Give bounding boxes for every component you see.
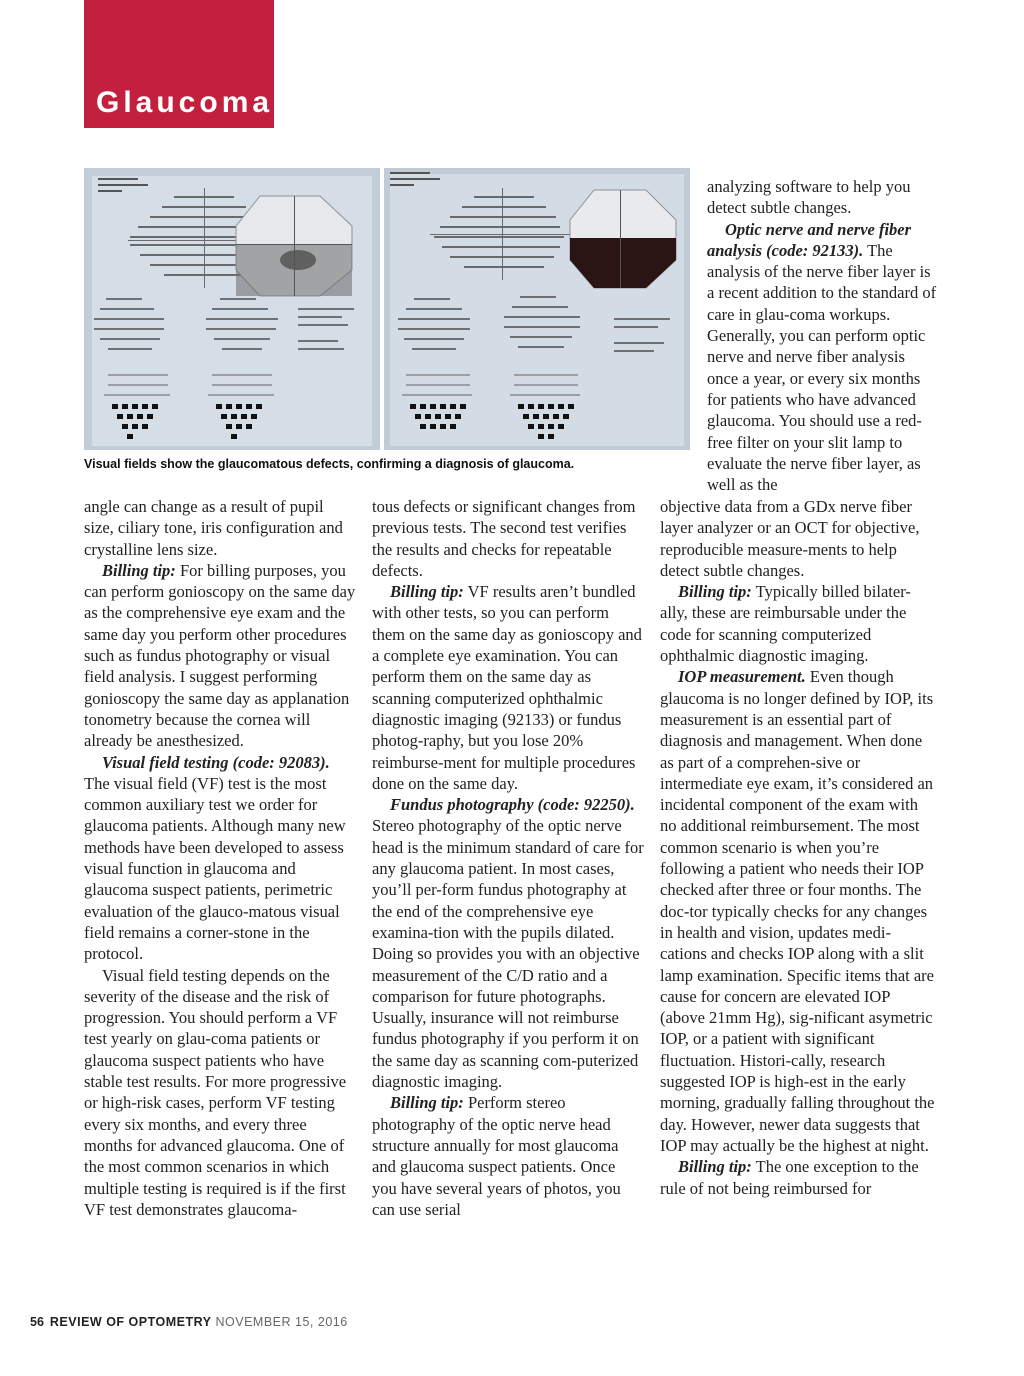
column-1: [84, 496, 356, 1220]
column-2: [372, 496, 644, 1220]
column-1-paragraph-4: Visual field testing depends on the severity of the disease and the risk of progression. You should perform a VF test yearly on glau-coma patients or glaucoma suspect patients who have stable test results. For more progressive or high-risk cases, perform VF testing every six months, and every three months for advanced glaucoma. One of the most common scenarios in which multiple testing is required is if the first VF test demonstrates glaucoma-: [84, 965, 347, 1219]
billing-tip-body: VF results aren’t bundled with other tests, so you can perform them on the same day as gonioscopy and a complete eye examination. You can perform them on the same day as scanning computerized ophthalmic diagnostic imaging (92133) or fundus photog-raphy, but you lose 20% reimburse-ment for multiple procedures done on the same day.: [372, 582, 642, 793]
billing-tip-body: For billing purposes, you can perform gonioscopy on the same day as the comprehensive eye exam and the same day you perform other procedures such as fundus photography or visual field analysis. I suggest performing gonioscopy the same day as applanation tonometry because the cornea will already be anesthesized.: [84, 560, 356, 751]
billing-tip-body: The one exception to the rule of not being reimbursed for: [660, 1157, 919, 1198]
billing-tip-heading: Billing tip:: [390, 1093, 464, 1113]
column-3-paragraph-3: [660, 581, 937, 666]
billing-tip-body: Typically billed bilater-ally, these are reimbursable under the code for scanning computerized ophthalmic diagnostic imaging.: [660, 582, 911, 666]
page-number: 56: [30, 1315, 44, 1329]
billing-tip-heading: Billing tip:: [102, 560, 176, 580]
column-1-paragraph-3: [84, 752, 356, 965]
column-3-paragraph-1: analyzing software to help you detect subtle changes.: [707, 177, 911, 218]
column-1-paragraph-1: angle can change as a result of pupil size, ciliary tone, iris configuration and crystalline lens size.: [84, 497, 343, 559]
figure-caption: Visual fields show the glaucomatous defects, confirming a diagnosis of glaucoma.: [84, 457, 575, 471]
column-2-paragraph-1: tous defects or significant changes from previous tests. The second test verifies the results and checks for repeatable defects.: [372, 497, 636, 580]
column-3-paragraph-5: [660, 1156, 937, 1199]
optic-nerve-body: The analysis of the nerve fiber layer is a recent addition to the standard of care in glau-coma workups. Generally, you can perform optic nerve and nerve fiber analysis once a year, or every six months for patients who have advanced glaucoma. You should use a red-free filter on your slit lamp to evaluate the nerve fiber layer, as well as the: [707, 240, 937, 495]
column-2-paragraph-4: [372, 1092, 644, 1220]
page-footer: [30, 1315, 348, 1329]
fundus-photography-heading: Fundus photography (code: 92250).: [390, 795, 635, 815]
billing-tip-heading: Billing tip:: [678, 1157, 752, 1177]
visual-field-printout-left: [84, 168, 380, 450]
visual-field-printout-right: [384, 168, 690, 450]
fundus-photography-body: Stereo photography of the optic nerve head is the minimum standard of care for any glaucoma patient. In most cases, you’ll per-form fundus photography at the end of the comprehensive eye examina-tion with the pupils dilated. Doing so provides you with an objective measurement of the C/D ratio and a comparison for future photographs. Usually, insurance will not reimburse fundus photography if you perform it on the same day as scanning com-puterized diagnostic imaging.: [372, 816, 644, 1092]
column-3-paragraph-2: [707, 219, 937, 496]
visual-field-body: The visual field (VF) test is the most common auxiliary test we order for glaucoma patients. Although many new methods have been developed to assess visual function in glaucoma and glaucoma suspect patients, perimetric evaluation of the glauco-matous visual field remains a corner-stone in the protocol.: [84, 773, 346, 964]
issue-date: NOVEMBER 15, 2016: [215, 1315, 348, 1329]
column-3: [660, 496, 937, 1199]
billing-tip-heading: Billing tip:: [390, 582, 464, 602]
column-2-paragraph-2: [372, 581, 644, 794]
iop-measurement-heading: IOP measurement.: [678, 667, 806, 687]
section-tab: [84, 0, 274, 128]
column-2-paragraph-3: [372, 794, 644, 1092]
section-title: Glaucoma: [96, 86, 274, 119]
iop-measurement-body: Even though glaucoma is no longer defined by IOP, its measurement is an essential part of diagnosis and management. When done as part of a comprehen-sive or intermediate eye exam, it’s considered an incidental component of the exam with no additional reimbursement. The most common scenario is when you’re following a patient who needs their IOP checked after three or four months. The doc-tor typically checks for any changes in health and vision, updates medi-cations and checks IOP along with a slit lamp examination. Specific items that are cause for concern are elevated IOP (above 21mm Hg), sig-nificant asymetric IOP, or a patient with significant fluctuation. Histori-cally, research suggested IOP is high-est in the early morning, gradually falling throughout the day. However, newer data suggests that IOP may actually be the highest at night.: [660, 667, 935, 1155]
column-3-paragraph-4: [660, 666, 937, 1156]
column-1-paragraph-2: [84, 560, 356, 752]
visual-field-heading: Visual field testing (code: 92083).: [102, 752, 330, 772]
column-3-paragraph-2-continued: objective data from a GDx nerve fiber layer analyzer or an OCT for objective, reproducible measure-ments to help detect subtle changes.: [660, 497, 920, 580]
billing-tip-heading: Billing tip:: [678, 582, 752, 602]
magazine-name: REVIEW OF OPTOMETRY: [49, 1315, 212, 1329]
optic-nerve-heading: Optic nerve and nerve fiber analysis (code: 92133).: [707, 219, 912, 260]
column-3-top: [707, 176, 937, 495]
billing-tip-body: Perform stereo photography of the optic nerve head structure annually for most glaucoma and glaucoma suspect patients. Once you have several years of photos, you can use serial: [372, 1093, 621, 1219]
